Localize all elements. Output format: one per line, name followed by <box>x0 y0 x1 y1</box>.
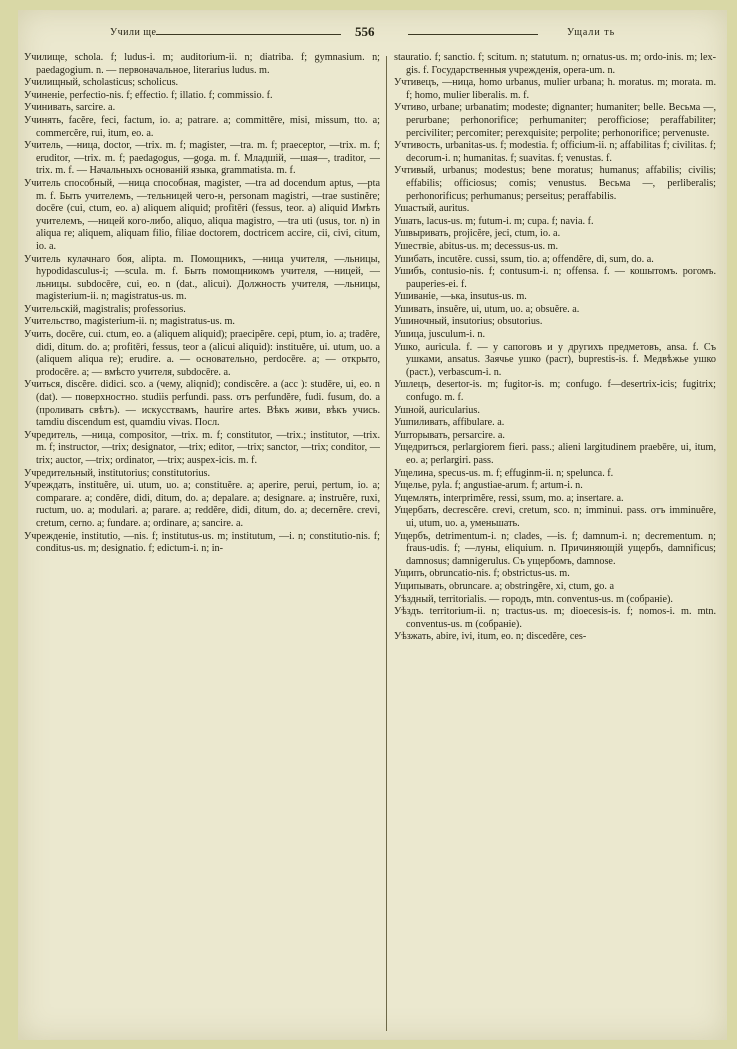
dictionary-entry: Ущербать, decrescĕre. crevi, cretum, sco. n; imminui. pass. отъ imminuĕre, ui, utum, uo. a, уменьшать. <box>394 505 716 529</box>
dictionary-entry: Училищный, scholasticus; scholicus. <box>24 77 179 89</box>
dictionary-entry: Ущемлять, interprimĕre, ressi, ssum, mo. a; insertare. a. <box>394 492 624 504</box>
column-divider <box>386 56 387 1031</box>
dictionary-entry: Ушастый, auritus. <box>394 203 470 215</box>
dictionary-entry: Учтивецъ, —ница, homo urbanus, mulier urbana; h. moratus. m; morata. m. f; homo, mulier liberalis. m. f. <box>394 77 716 101</box>
right-column <box>394 52 716 1032</box>
left-column <box>24 52 380 1032</box>
dictionary-entry: Ушиваніе, —ька, insutus-us. m. <box>394 291 527 303</box>
dictionary-entry: Учинивать, sarcire. a. <box>24 102 116 114</box>
dictionary-entry: Ушко, auricula. f. — у сапоговъ и у другихъ предметовъ, ansa. f. Съ ушками, ansatus. Заячье ушко (раст), buprestis-is. f. Медвѣжье ушко (раст.), verbascum-i. n. <box>394 341 716 378</box>
dictionary-entry: Учредитель, —ница, compositor, —trix. m. f; constitutor, —trix.; institutor, —trix. m. f; instructor, —trix; designator, —trix; editor, —trix; sanctor, —trix; conditor, —trix; auctor, —trix; ordinator, —trix; auspex-icis. m. f. <box>24 429 380 466</box>
dictionary-entry: Учтиво, urbane; urbanatim; modeste; dignanter; humaniter; belle. Весьма —, perurbane; perhonorifice; perhumaniter; perofficiose; peraffabiliter; perciviliter; percomiter; perexquisite; perpolite; perhonorifice; pervenuste. <box>394 102 716 139</box>
dictionary-entry: Ущелье, pyla. f; angustiae-arum. f; artum-i. n. <box>394 480 583 492</box>
dictionary-entry: Ущелина, specus-us. m. f; effuginm-ii. n; spelunca. f. <box>394 467 614 479</box>
dictionary-entry: Учиться, discĕre. didici. sco. a (чему, aliqnid); condiscĕre. a (acc ): studēre, ui, eo. n (dat). — поверхностно. studiis perfundi. pass. отъ perfundĕre, fudi. fusum, do. a (проливать свѣтъ). — искусствамъ, haurire artes. Вѣкъ живи, вѣкъ учись. tamdiu discendum est, quamdiu vivas. Посл. <box>24 379 380 429</box>
running-head-right: Ущали ть <box>567 27 616 38</box>
dictionary-entry: Учитель, —ница, doctor, —trix. m. f; magister, —tra. m. f; praeceptor, —trix. m. f; eruditor, —trix. m. f; paedagogus, —goga. m. f. Младшій, —шая—, traditor, —trix. m. f. — Начальныхъ основаній языка, grammatista. m. f. <box>24 140 380 177</box>
dictionary-entry: Ушпиливать, affibulare. a. <box>394 417 505 429</box>
page-number: 556 <box>355 24 375 39</box>
dictionary-entry: Ущипывать, obruncare. a; obstringĕre, xi, ctum, go. a <box>394 580 614 592</box>
page-header <box>18 24 727 46</box>
dictionary-entry: Уѣзжать, abire, ivi, itum, eo. n; discedĕre, ces- <box>394 631 587 643</box>
dictionary-entry: Учтивость, urbanitas-us. f; modestia. f; officium-ii. n; affabilitas f; civilitas. f; decorum-i. n; humanitas. f; suavitas. f; venustas. f. <box>394 140 716 164</box>
dictionary-entry: Уѣздъ. territorium-ii. n; tractus-us. m; dioecesis-is. f; nomos-i. m. mtn. conventus-us. m (собраніе). <box>394 606 716 630</box>
dictionary-entry: Учительскій, magistralis; professorius. <box>24 303 186 315</box>
dictionary-entry: Ушибъ, contusio-nis. f; contusum-i. n; offensa. f. — кошытомъ. рогомъ. pauperies-ei. f. <box>394 266 716 290</box>
dictionary-entry: Ушлецъ, desertor-is. m; fugitor-is. m; confugo. f—desertrix-icis; fugitrix; confugo. m. f. <box>394 379 716 404</box>
dictionary-entry: Ушиночный, insutorius; obsutorius. <box>394 316 543 328</box>
dictionary-entry: Учинять, facĕre, feci, factum, io. a; patrare. a; committĕre, misi, missum, tto. a; commercĕre, rui, itum, eo. a. <box>24 114 380 139</box>
dictionary-entry: Уѣздный, territorialis. — городъ, mtn. conventus-us. m (собраніе). <box>394 593 673 605</box>
dictionary-entry: stauratio. f; sanctio. f; scitum. n; statutum. n; ornatus-us. m; ordo-inis. m; lex-gis. f. Государственныя учрежденія, opera-um. n. <box>394 52 716 76</box>
dictionary-page <box>18 10 727 1040</box>
running-head-left: Учили ще <box>110 27 157 38</box>
header-rule-right <box>408 34 538 35</box>
dictionary-entry: Учитель способный, —ница способная, magister, —tra ad docendum aptus, —pta m. f. Быть учителемъ, —тельницей чего-н, personam magistri, —trae sustinĕre; docēre (cui, ctum, eo. a) aliquem aliquid; profitēri (fessus, teor. a) aliquid Имѣть учителемъ, —ницей кого-либо, aliquo, aliqua magistro, —tra uti (usus, tor. n) in aliqua re; aliquem, aliquam filio, filiae doctorem, doctricem accire, cii, civi, citum, io. a. <box>24 177 380 252</box>
dictionary-entry: Учреждать, instituĕre, ui. utum, uo. a; constituĕre. a; aperire, perui, pertum, io. a; comparare. a; condĕre, didi, ditum, do. a; depalare. a; designare. a; instruĕre, ruxi, ructum, uo. a; modulari. a; parare. a; reddĕre, didi, ditum, do. a; decernĕre. crevi, cretum, cerno. a; fundare. a; ordinare, a; sancire. a. <box>24 480 380 529</box>
dictionary-entry: Учредительный, institutorius; constitutorius. <box>24 467 211 479</box>
dictionary-entry: Учительство, magisterium-ii. n; magistratus-us. m. <box>24 316 235 328</box>
dictionary-entry: Ушица, jusculum-i. n. <box>394 329 485 341</box>
dictionary-entry: Ушной, auricularius. <box>394 404 480 416</box>
dictionary-entry: Ушибать, incutĕre. cussi, ssum, tio. a; offendĕre, di, sum, do. a. <box>394 253 654 265</box>
dictionary-entry: Учитель кулачнаго боя, alipta. m. Помощникъ, —ница учителя, —льницы, hypodidasculus-i; —scula. m. f. Быть помощникомъ учителя, —ницей, —льницы. subdocēre, cui, eo. n (dat., alicui). Должность учителя, —льницы, magisterium-ii. n; magistratus-us. m. <box>24 253 380 303</box>
dictionary-entry: Училище, schola. f; ludus-i. m; auditorium-ii. n; diatriba. f; gymnasium. n; paedagogium. n. — первоначальное, literarius ludus. m. <box>24 52 380 76</box>
dictionary-entry: Учтивый, urbanus; modestus; bene moratus; humanus; affabilis; civilis; effabilis; officiosus; comis; venustus. Весьма —, perliberalis; perhonorificus; perhumanus; perseitus; peraffabilis. <box>394 165 716 202</box>
dictionary-entry: Ушивать, insuĕre, ui, utum, uo. a; obsuĕre. a. <box>394 303 580 315</box>
dictionary-entry: Ущедриться, perlargiorem fieri. pass.; alieni largitudinem praebēre, ui, itum, eo. a; perlargiri. pass. <box>394 442 716 466</box>
dictionary-entry: Ушать, lacus-us. m; futum-i. m; cupa. f; navia. f. <box>394 215 594 227</box>
dictionary-entry: Ущербъ, detrimentum-i. n; clades, —is. f; damnum-i. n; decrementum. n; fraus-udis. f; —луны, eliquium. n. Причиняющій ущербъ, damnificus; damnosus; damnigerulus. Съ ущербомъ, damnose. <box>394 530 716 567</box>
dictionary-entry: Ушвыривать, projicĕre, jeci, ctum, io. a. <box>394 228 561 240</box>
dictionary-entry: Ущипъ, obruncatio-nis. f; obstrictus-us. m. <box>394 568 570 580</box>
dictionary-entry: Учиненіе, perfectio-nis. f; effectio. f; illatio. f; commissio. f. <box>24 89 273 101</box>
dictionary-entry: Учить, docēre, cui. ctum, eo. a (aliquem aliquid); praecipĕre. cepi, ptum, io. a; tradĕre, didi, ditum. do. a; profitēri, fessus, teor a (alicui aliquid): instituĕre, ui. utum, uo. a (aliquem aliqua re); erudire. a. — основательно, perdocēre. a; — открыто, prodocēre. a; — вмѣсто учителя, subdocēre. a. <box>24 329 380 378</box>
header-rule-left <box>156 34 341 35</box>
dictionary-entry: Ушествіе, abitus-us. m; decessus-us. m. <box>394 240 559 252</box>
dictionary-entry: Учрежденіе, institutio, —nis. f; institutus-us. m; institutum, —i. n; constitutio-nis. f; conditus-us. m; designatio. f; edictum-i. n; in- <box>24 530 380 555</box>
dictionary-entry: Ушторывать, persarcire. a. <box>394 429 505 441</box>
